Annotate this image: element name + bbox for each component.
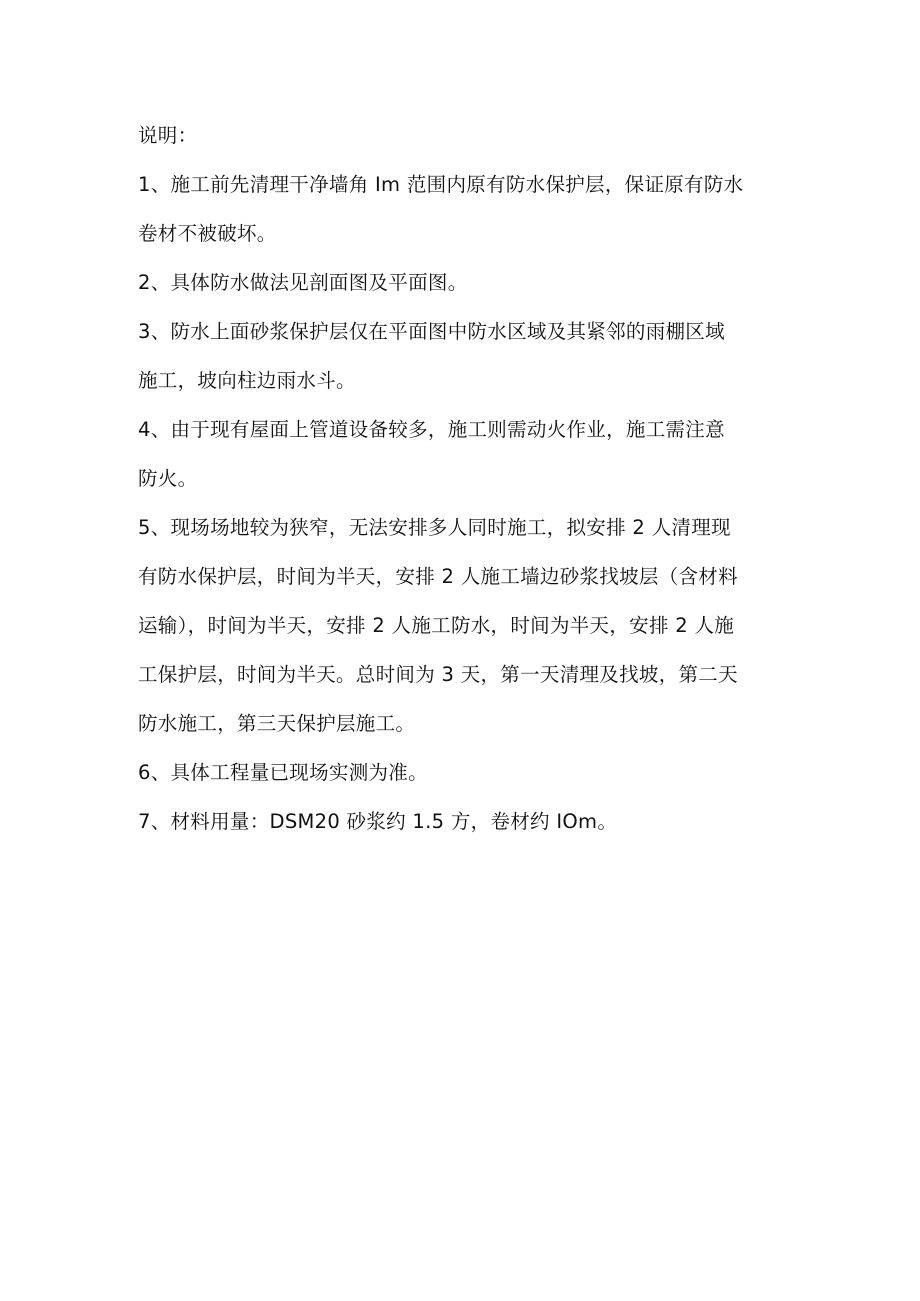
item-1-line-2: 卷材不被破坏。 [138,222,277,245]
item-6-line-1: 6、具体工程量已现场实测为准。 [138,761,428,784]
item-5-line-2: 有防水保护层，时间为半天，安排 2 人施工墙边砂浆找坡层（含材料 [138,565,738,588]
item-4-line-2: 防火。 [138,467,198,490]
item-1-line-1: 1、施工前先清理干净墙角 Im 范围内原有防水保护层，保证原有防水 [138,173,744,196]
item-4-line-1: 4、由于现有屋面上管道设备较多，施工则需动火作业，施工需注意 [138,418,725,441]
item-3-line-2: 施工，坡向柱边雨水斗。 [138,369,356,392]
item-7-line-1: 7、材料用量：DSM20 砂浆约 1.5 方，卷材约 IOm。 [138,810,618,833]
heading: 说明： [138,124,198,147]
document-body [138,111,784,846]
item-3-line-1: 3、防水上面砂浆保护层仅在平面图中防水区域及其紧邻的雨棚区域 [138,320,725,343]
item-5-line-5: 防水施工，第三天保护层施工。 [138,712,416,735]
item-5-line-1: 5、现场场地较为狭窄，无法安排多人同时施工，拟安排 2 人清理现 [138,516,731,539]
item-2-line-1: 2、具体防水做法见剖面图及平面图。 [138,271,468,294]
item-5-line-4: 工保护层，时间为半天。总时间为 3 天，第一天清理及找坡，第二天 [138,663,738,686]
item-5-line-3: 运输），时间为半天，安排 2 人施工防水，时间为半天，安排 2 人施 [138,614,735,637]
